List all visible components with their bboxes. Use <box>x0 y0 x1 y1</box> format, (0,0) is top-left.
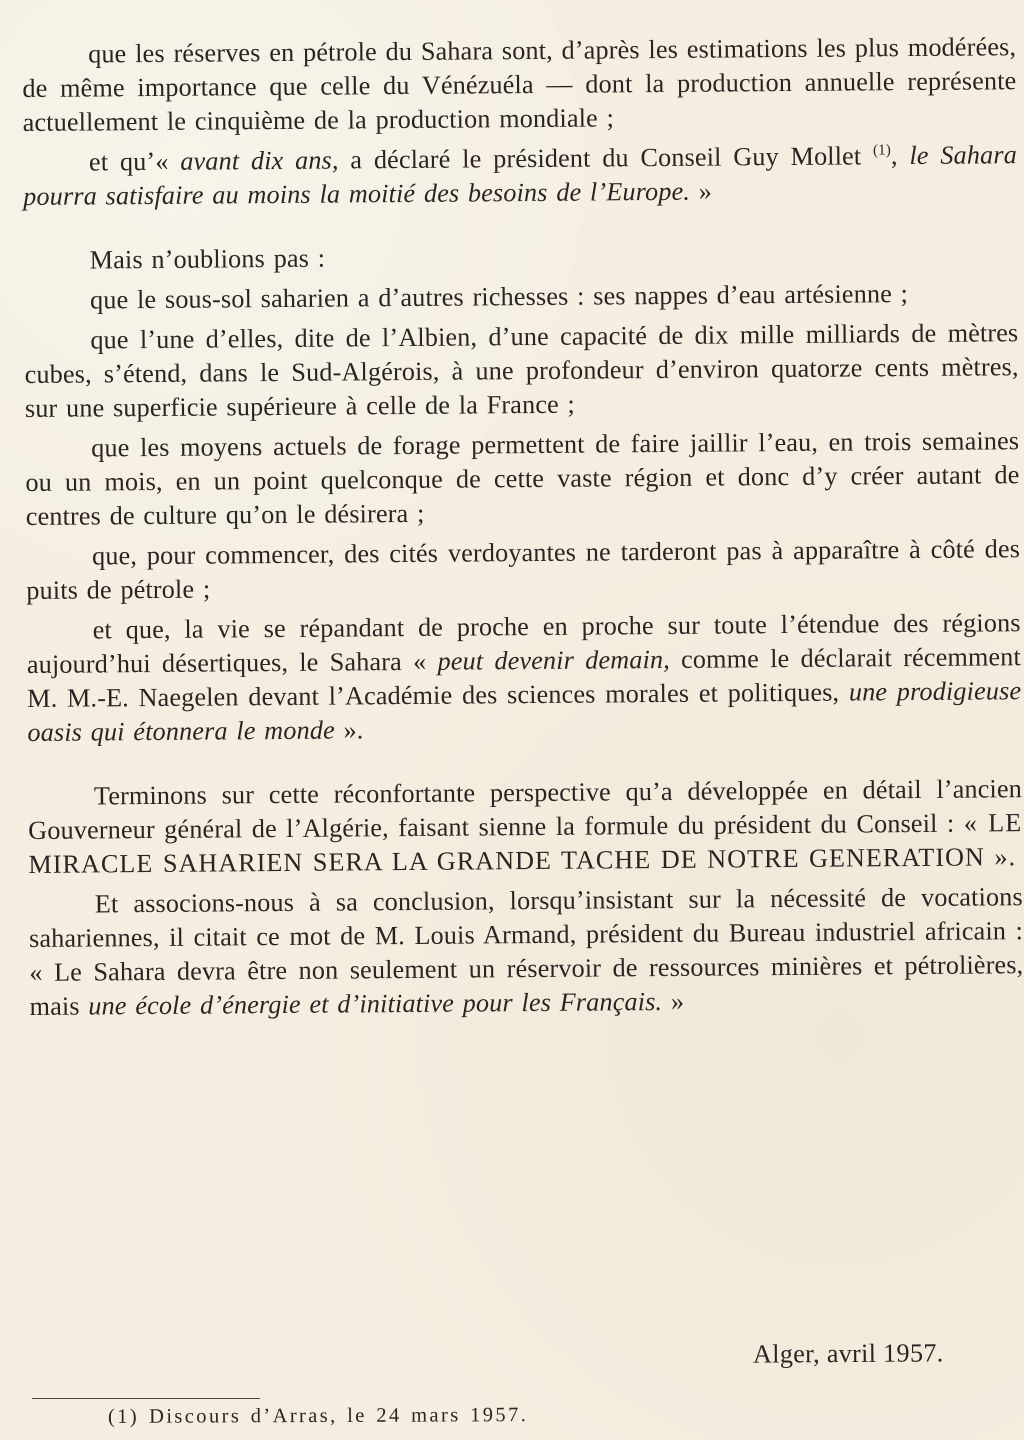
terminons-period: . <box>1008 842 1016 872</box>
paragraph-drilling-means: que les moyens actuels de forage permettent de faire jaillir l’eau, en trois semaines ou un mois, en un point quelconque de cette vaste région et donc d’y créer autant de centres de culture qu’on le désirera ; <box>25 426 1020 531</box>
quote-italic-part-2: le Sahara pourra satisfaire au moins la moitié des besoins de l’Europe. <box>23 140 1018 211</box>
footnote-marker: (1) <box>107 1405 140 1428</box>
paragraph-terminons <box>28 772 1023 882</box>
terminons-text: Terminons sur cette réconfortante perspective qu’a développée en détail l’ancien Gouverneur général de l’Algérie, faisant sienne la formule du président du Conseil : <box>28 774 1023 845</box>
footnote-divider <box>32 1398 260 1399</box>
quote-comma: , <box>890 141 910 171</box>
footnote <box>108 1404 528 1429</box>
quote-italic-part-1: avant dix ans, <box>180 145 339 176</box>
paragraph-green-cities: que, pour commencer, des cités verdoyantes ne tarderont pas à apparaître à côté des puits de pétrole ; <box>26 534 1021 605</box>
armand-text: Et associons-nous à sa conclusion, lorsqu’insistant sur la nécessité de vocations sahariennes, il citait ce mot de M. Louis Armand, président du Bureau industriel africain : « Le Sahara devra être non seulement un réservoir de ressources minières et pétrolières, mais <box>28 882 1024 1021</box>
naegelen-intro: et que, la vie se répandant de proche en proche sur toute l’étendue des régions aujourd’hui désertiques, le Sahara « <box>26 608 1021 679</box>
paragraph-guy-mollet-quote <box>23 138 1018 214</box>
footnote-reference: (1) <box>872 142 892 159</box>
paragraph-artesian-water: que le sous-sol saharien a d’autres richesses : ses nappes d’eau artésienne ; <box>89 279 909 315</box>
quote-closing: » <box>689 176 713 206</box>
armand-italic: une école d’énergie et d’initiative pour les Français. <box>88 987 663 1021</box>
naegelen-attribution: comme le déclarait récemment M. M.-E. Naegelen devant l’Académie des sciences morales et politiques, <box>27 642 1022 713</box>
footnote-text: Discours d’Arras, le 24 mars 1957. <box>149 1404 529 1428</box>
document-body-upper <box>22 30 1024 1024</box>
miracle-saharien-formula: « LE MIRACLE SAHARIEN SERA LA GRANDE TACHE DE NOTRE GENERATION » <box>28 808 1023 879</box>
naegelen-italic-1: peut devenir demain, <box>437 644 670 676</box>
naegelen-closing: ». <box>334 715 364 745</box>
armand-closing: » <box>662 986 685 1017</box>
naegelen-italic-2: une prodigieuse oasis qui étonnera le monde <box>27 676 1022 747</box>
paragraph-albien-aquifer: que l’une d’elles, dite de l’Albien, d’une capacité de dix mille milliards de mètres cubes, s’étend, dans le Sud-Algérois, à une profondeur d’environ quatorze cents mètres, sur une superficie supérieure à celle de la France ; <box>24 318 1019 423</box>
paragraph-mais-noublions-pas: Mais n’oublions pas : <box>89 243 326 275</box>
quote-attribution: a déclaré le président du Conseil Guy Mollet <box>338 141 874 175</box>
quote-opening: et qu’« <box>88 146 181 177</box>
place-and-date-signature: Alger, avril 1957. <box>753 1338 945 1369</box>
paragraph-louis-armand-conclusion <box>29 880 1024 1024</box>
paragraph-petroleum-reserves: que les réserves en pétrole du Sahara sont, d’après les estimations les plus modérées, de même importance que celle du Vénézuéla — dont la production annuelle représente actuellement le cinquième de la production mondiale ; <box>22 32 1017 137</box>
paragraph-naegelen-quote <box>27 606 1022 750</box>
